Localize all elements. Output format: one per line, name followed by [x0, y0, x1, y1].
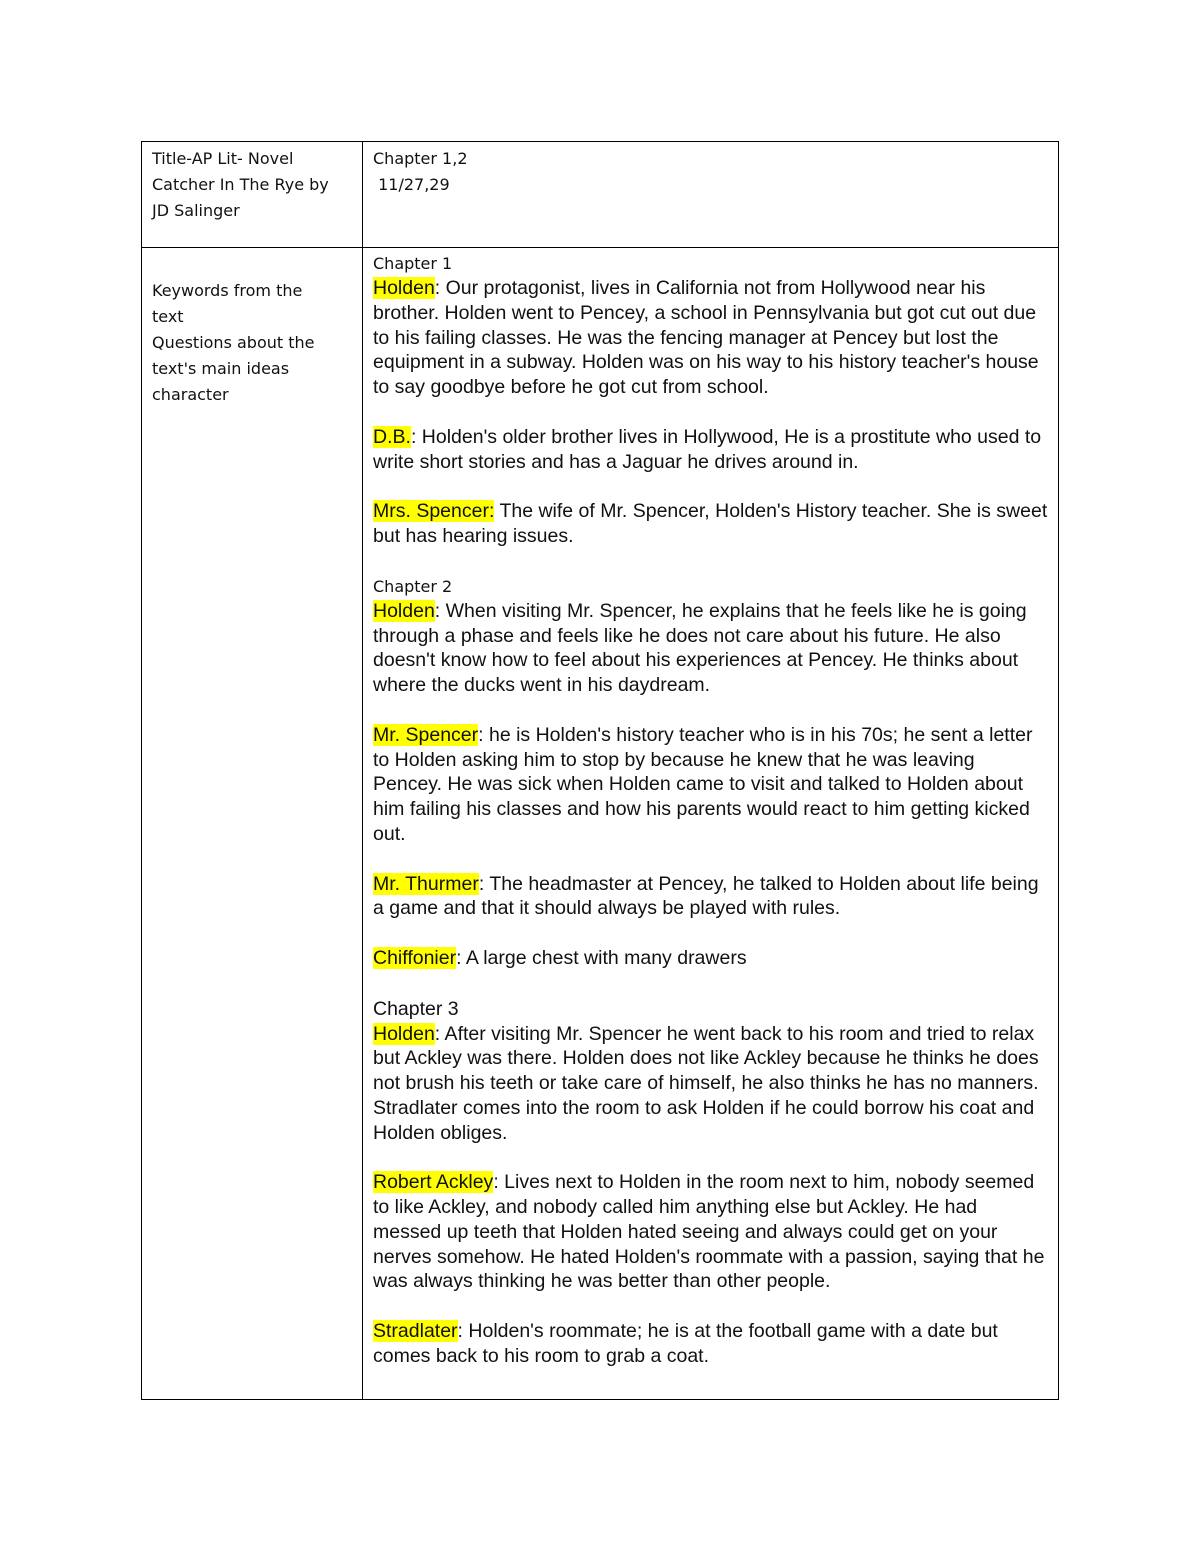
content-row [142, 248, 1059, 1400]
header-row [142, 142, 1059, 248]
title-line: Title-AP Lit- Novel [152, 149, 294, 168]
entry-text: The headmaster at Pencey, he talked to Holden about life being a game and that it should always be played with rules. [373, 872, 1039, 920]
entry-text: The wife of Mr. Spencer, Holden's History teacher. She is sweet but has hearing issues. [373, 500, 1048, 547]
character-entry [373, 946, 1048, 971]
label-line: text's main ideas [152, 359, 290, 378]
title-line: JD Salinger [152, 201, 240, 220]
separator: : [434, 1022, 441, 1045]
highlighted-term: Holden [373, 277, 435, 299]
entry-text: Holden's roommate; he is at the football game with a date but comes back to his room to grab a coat. [373, 1320, 998, 1367]
separator: : [434, 599, 441, 622]
separator: : [456, 946, 462, 969]
entry-text: After visiting Mr. Spencer he went back to his room and tried to relax but Ackley was there. Holden does not like Ackley because he thinks he does not brush his teeth or take care of himself, he also thinks he has no manners. Stradlater comes into the room to ask Holden if he could borrow his coat and Holden obliges. [373, 1022, 1039, 1144]
character-entry [373, 599, 1048, 698]
label-line: Questions about the [152, 333, 315, 352]
title-line: Catcher In The Rye by [152, 175, 329, 194]
entry-text: Holden's older brother lives in Hollywood, He is a prostitute who used to write short stories and has a Jaguar he drives around in. [373, 425, 1042, 473]
character-entry [373, 723, 1048, 847]
separator: : [457, 1320, 463, 1343]
highlighted-term: Chiffonier [373, 946, 457, 969]
notes-table [141, 141, 1059, 1400]
chapter-heading: Chapter 3 [373, 997, 459, 1020]
character-entry [373, 499, 1048, 549]
character-entry [373, 276, 1048, 400]
highlighted-term: Mr. Thurmer [373, 872, 479, 895]
highlighted-term: Robert Ackley [373, 1171, 494, 1194]
separator: : [478, 872, 485, 895]
separator: : [434, 277, 441, 299]
character-entry [373, 1170, 1048, 1294]
separator: : [493, 1171, 499, 1194]
chapter-heading: Chapter 2 [373, 576, 453, 596]
entry-text: When visiting Mr. Spencer, he explains that he feels like he is going through a phase and feels like he does not care about his future. He also doesn't know how to feel about his experiences at Pencey. He thinks about where the ducks went in his daydream. [373, 599, 1027, 697]
separator: : [478, 723, 484, 746]
separator: : [410, 425, 417, 448]
entry-text: Lives next to Holden in the room next to him, nobody seemed to like Ackley, and nobody called him anything else but Ackley. He had messed up teeth that Holden hated seeing and always could get on your nerves somehow. He hated Holden's roommate with a passion, saying that he was always thinking he was better than other people. [373, 1171, 1045, 1293]
label-line: character [152, 385, 229, 404]
entry-text: he is Holden's history teacher who is in his 70s; he sent a letter to Holden asking him to stop by because he knew that he was leaving Pencey. He was sick when Holden came to visit and talked to Holden about him failing his classes and how his parents would react to him getting kicked out. [373, 723, 1033, 845]
highlighted-term: D.B. [373, 425, 411, 448]
chapter-heading: Chapter 1 [373, 254, 453, 273]
character-entry [373, 425, 1048, 475]
highlighted-term: Mrs. Spencer: [373, 500, 495, 523]
dates-label: 11/27,29 [373, 175, 450, 194]
highlighted-term: Stradlater [373, 1320, 458, 1343]
notes-cell [363, 248, 1059, 1400]
entry-text: Our protagonist, lives in California not from Hollywood near his brother. Holden went to Pencey, a school in Pennsylvania but got cut out due to his failing classes. He was the fencing manager at Pencey but lost the equipment in a subway. Holden was on his way to his history teacher's house to say goodbye before he got cut from school. [373, 277, 1039, 399]
chapter-section [373, 997, 1048, 1369]
highlighted-term: Holden [373, 599, 435, 622]
character-entry [373, 1022, 1048, 1146]
label-line: text [152, 307, 184, 326]
chapter-section [373, 575, 1048, 971]
label-line: Keywords from the [152, 281, 303, 300]
chapter-section [373, 252, 1048, 549]
entry-text: A large chest with many drawers [461, 946, 747, 969]
labels-cell [142, 248, 363, 1400]
chapters-cell [363, 142, 1059, 248]
chapters-label: Chapter 1,2 [373, 149, 468, 168]
highlighted-term: Mr. Spencer [373, 723, 479, 746]
highlighted-term: Holden [373, 1022, 435, 1045]
title-cell [142, 142, 363, 248]
character-entry [373, 872, 1048, 922]
character-entry [373, 1319, 1048, 1369]
